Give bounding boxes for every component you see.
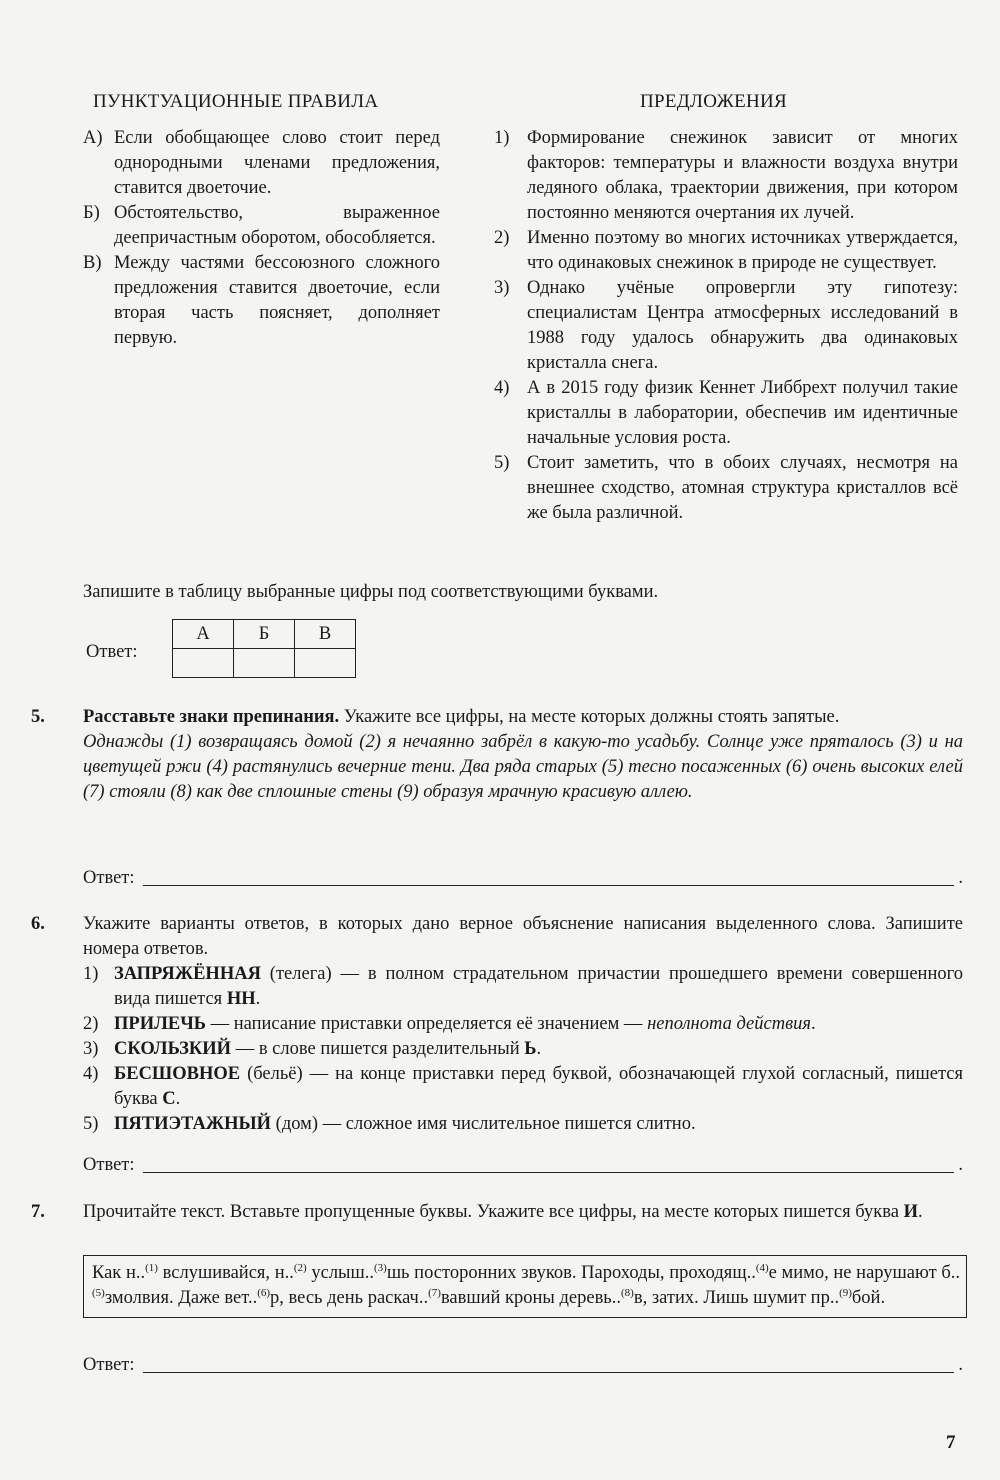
option-item: 5) ПЯТИЭТАЖНЫЙ (дом) — сложное имя числительное пишется слитно.: [83, 1114, 696, 1134]
option-item: 2) ПРИЛЕЧЬ — написание приставки определяется её значением — неполнота действия.: [83, 1014, 816, 1034]
question-number: 6.: [31, 914, 45, 934]
sentence-item: 1) Формирование снежинок зависит от многих факторов: температуры и влажности воздуха внутри ледяного облака, траектории движения, при котором постоянно меняются очертания их лучей.: [494, 128, 958, 223]
answer-table-header: Б: [234, 620, 295, 649]
question-5: [83, 705, 963, 805]
option-item: 1) ЗАПРЯЖЁННАЯ (телега) — в полном страдательном причастии прошедшего времени совершенного вида пишется НН.: [83, 964, 963, 1009]
sentences-list: [494, 126, 958, 526]
question-7-text-box: Как н..$^{(1)}$ вслушивайся, н..$^{(2)}$ услыш..$^{(3)}$шь посторонних звуков. Пароходы, проходящ..$^{(4)}$е мимо, не нарушают б..$^{(5)}$змолвия. Даже вет..$^{(6)}$р, весь день раскач..$^{(7)}$вавший кроны деревь..$^{(8)}$в, затих. Лишь шумит пр..$^{(9)}$бой.: [83, 1255, 967, 1318]
sentences-title: ПРЕДЛОЖЕНИЯ: [640, 91, 788, 112]
question-number: 5.: [31, 707, 45, 727]
question-prompt: Расставьте знаки препинания. Укажите все цифры, на месте которых должны стоять запятые.: [83, 707, 840, 727]
answer-label: Ответ:: [86, 642, 138, 662]
answer-field[interactable]: [143, 884, 955, 886]
rule-item: Б) Обстоятельство, выраженное деепричастным оборотом, обособляется.: [83, 203, 440, 248]
question-6: [83, 912, 963, 1137]
answer-cell-a[interactable]: [173, 649, 234, 678]
page-number: 7: [946, 1432, 956, 1453]
rule-item: А) Если обобщающее слово стоит перед однородными членами предложения, ставится двоеточие.: [83, 128, 440, 198]
rule-item: В) Между частями бессоюзного сложного предложения ставится двоеточие, если вторая часть поясняет, дополняет первую.: [83, 253, 440, 348]
answer-line: Ответ: .: [83, 1355, 963, 1375]
question-7-prompt: Прочитайте текст. Вставьте пропущенные буквы. Укажите все цифры, на месте которых пишется буква И.: [83, 1202, 923, 1222]
answer-field[interactable]: [143, 1171, 955, 1173]
option-item: 4) БЕСШОВНОЕ (бельё) — на конце приставки перед буквой, обозначающей глухой согласный, пишется буква С.: [83, 1064, 963, 1109]
answer-table-header: В: [295, 620, 356, 649]
sentence-item: 3) Однако учёные опровергли эту гипотезу: специалистам Центра атмосферных исследований в 1988 году удалось обнаружить два одинаковых кристалла снега.: [494, 278, 958, 373]
sentence-item: 5) Стоит заметить, что в обоих случаях, несмотря на внешнее сходство, атомная структура кристаллов всё же была различной.: [494, 453, 958, 523]
answer-field[interactable]: [143, 1371, 955, 1373]
question-text: Однажды (1) возвращаясь домой (2) я нечаянно забрёл в какую-то усадьбу. Солнце уже пряталось (3) и на цветущей ржи (4) растянулись вечерние тени. Два ряда старых (5) тесно посаженных (6) очень высоких елей (7) стояли (8) как две сплошные стены (9) образуя мрачную красивую аллею.: [83, 732, 963, 802]
rules-list: [83, 126, 440, 351]
answer-line: Ответ: .: [83, 1155, 963, 1175]
sentence-item: 4) А в 2015 году физик Кеннет Либбрехт получил такие кристаллы в лаборатории, обеспечив им идентичные начальные условия роста.: [494, 378, 958, 448]
answer-table: [172, 619, 356, 678]
answer-cell-b[interactable]: [234, 649, 295, 678]
question-prompt: Укажите варианты ответов, в которых дано верное объяснение написания выделенного слова. Запишите номера ответов.: [83, 914, 963, 959]
rules-title: ПУНКТУАЦИОННЫЕ ПРАВИЛА: [93, 91, 379, 112]
answer-table-header: А: [173, 620, 234, 649]
answer-cell-v[interactable]: [295, 649, 356, 678]
sentence-item: 2) Именно поэтому во многих источниках утверждается, что одинаковых снежинок в природе не существует.: [494, 228, 958, 273]
table-instruction: Запишите в таблицу выбранные цифры под соответствующими буквами.: [83, 582, 659, 602]
answer-line: Ответ: .: [83, 868, 963, 888]
question-number: 7.: [31, 1202, 45, 1222]
option-item: 3) СКОЛЬЗКИЙ — в слове пишется разделительный Ь.: [83, 1039, 542, 1059]
